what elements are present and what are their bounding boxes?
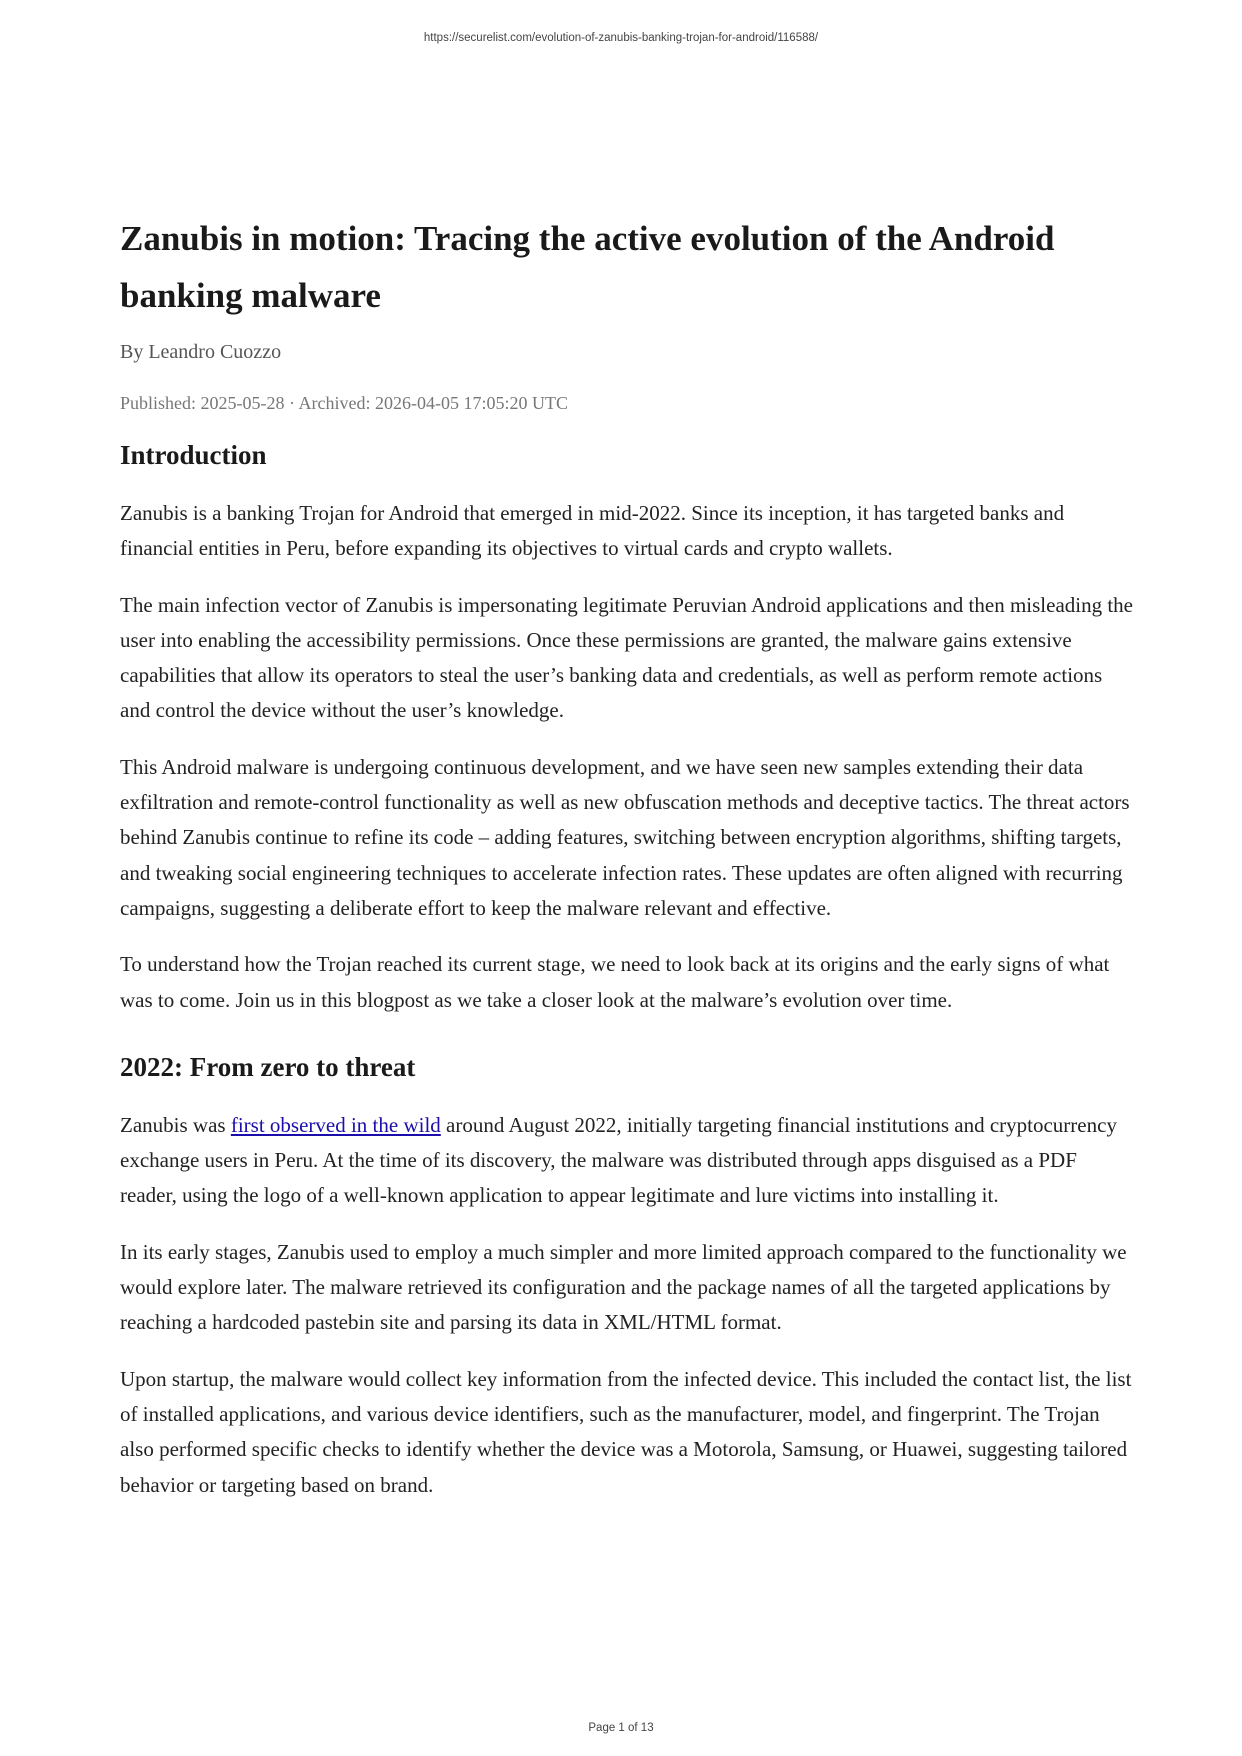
page-url-header: https://securelist.com/evolution-of-zanubis-banking-trojan-for-android/116588/ [423,32,819,44]
section-heading-2022: 2022: From zero to threat [120,1051,416,1082]
text: around August 2022, initially targeting financial institutions and cryptocurrency exchange users in Peru. At the time of its discovery, the malware was distributed through apps disguised as a PDF reader, using the logo of a well-known application to appear legitimate and lure victims into installing it. [120,1112,1117,1208]
paragraph: Zanubis is a banking Trojan for Android that emerged in mid-2022. Since its inception, it has targeted banks and financial entities in Peru, before expanding its objectives to virtual cards and crypto wallets. [120,501,1065,561]
section-heading-introduction: Introduction [120,440,267,470]
paragraph: Upon startup, the malware would collect key information from the infected device. This included the contact list, the list of installed applications, and various device identifiers, such as the manufacturer, model, and fingerprint. The Trojan also performed specific checks to identify whether the device was a Motorola, Samsung, or Huawei, suggesting tailored behavior or targeting based on brand. [120,1366,1132,1497]
byline: By Leandro Cuozzo [120,341,282,363]
paragraph: This Android malware is undergoing continuous development, and we have seen new samples extending their data exfiltration and remote-control functionality as well as new obfuscation methods and deceptive tactics. The threat actors behind Zanubis continue to refine its code – adding features, switching between encryption algorithms, shifting targets, and tweaking social engineering techniques to accelerate infection rates. These updates are often aligned with recurring campaigns, suggesting a deliberate effort to keep the malware relevant and effective. [120,754,1130,920]
first-observed-link[interactable]: first observed in the wild [230,1112,441,1137]
paragraph [120,1108,1136,1214]
text: Zanubis was [120,1112,231,1137]
paragraph: In its early stages, Zanubis used to employ a much simpler and more limited approach compared to the functionality we would explore later. The malware retrieved its configuration and the package names of all the targeted applications by reaching a hardcoded pastebin site and parsing its data in XML/HTML format. [120,1239,1127,1335]
article-title: Zanubis in motion: Tracing the active evolution of the Android banking malware [120,219,1055,315]
article [120,210,1136,1524]
page-number: Page 1 of 13 [588,1722,654,1734]
paragraph: To understand how the Trojan reached its current stage, we need to look back at its origins and the early signs of what was to come. Join us in this blogpost as we take a closer look at the malware’s evolution over time. [120,952,1110,1012]
paragraph: The main infection vector of Zanubis is impersonating legitimate Peruvian Android applications and then misleading the user into enabling the accessibility permissions. Once these permissions are granted, the malware gains extensive capabilities that allow its operators to steal the user’s banking data and credentials, as well as perform remote actions and control the device without the user’s knowledge. [120,592,1134,723]
publish-meta: Published: 2025-05-28 · Archived: 2026-04-05 17:05:20 UTC [120,393,568,413]
